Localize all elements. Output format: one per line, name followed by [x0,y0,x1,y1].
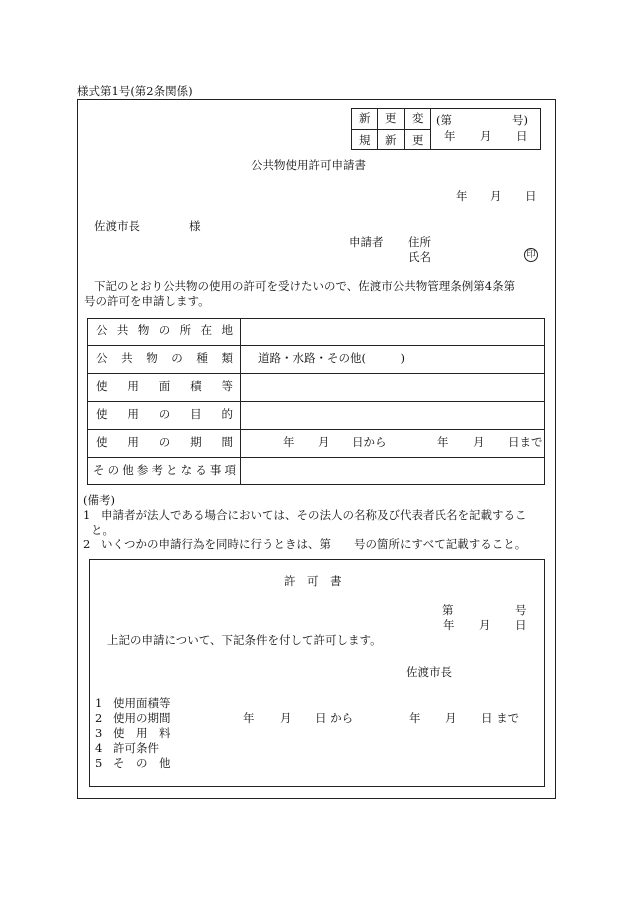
permit-period-start-month: 月 [280,711,292,725]
permit-item-number: 4 [95,741,103,755]
stamp-year: 年 [444,129,456,143]
seal-icon: 印 [524,248,538,262]
note-1-number: 1 [83,508,91,522]
table-row-label: 公共物の所在地 [96,323,233,337]
stamp-change-bottom: 新 [385,133,397,147]
permit-item-number: 5 [95,756,103,770]
permit-issuer: 佐渡市長 [406,665,452,679]
table-row-label: 使用面積等 [96,379,233,393]
period-end-day: 日まで [508,435,543,449]
permit-year: 年 [443,618,455,632]
table-row-label: 公共物の種類 [96,351,233,365]
stamp-new-bottom: 規 [359,133,371,147]
table-row-label: 使用の期間 [96,435,233,449]
period-start-year: 年 [283,435,295,449]
stamp-day: 日 [516,129,528,143]
stamp-new-top: 新 [359,111,371,125]
addressee-name: 佐渡市長 [94,219,140,233]
period-end-year: 年 [437,435,449,449]
note-2-text: いくつかの申請行為を同時に行うときは、第 号の箇所にすべて記載すること。 [101,537,527,551]
note-1-line-2: と。 [91,523,114,537]
intro-line-2: 号の許可を申請します。 [84,294,210,308]
permit-item-number: 2 [95,711,103,725]
note-2-number: 2 [83,537,91,551]
page-title: 公共物使用許可申請書 [251,158,366,172]
note-1-line-1: 申請者が法人である場合においては、その法人の名称及び代表者氏名を記載するこ [101,508,527,522]
permit-day: 日 [515,618,527,632]
permit-statement: 上記の申請について、下記条件を付して許可します。 [107,633,382,647]
form-label: 様式第1号(第2条関係) [77,84,193,98]
permit-item-label: 使用面積等 [113,696,171,710]
date-month: 月 [490,189,502,203]
permit-month: 月 [479,618,491,632]
permit-item-label: そ の 他 [113,756,171,770]
permit-item-label: 使 用 料 [113,726,171,740]
applicant-name-label: 氏名 [408,250,431,264]
stamp-alter-bottom: 更 [412,133,424,147]
permit-item-label: 使用の期間 [113,711,171,725]
permit-period-end-day: 日 まで [481,711,520,725]
stamp-month: 月 [480,129,492,143]
date-year: 年 [456,189,468,203]
applicant-address-label: 住所 [408,235,431,249]
permit-period-start-year: 年 [243,711,255,725]
table-row-label: その他参考となる事項 [93,463,236,477]
permit-period-start-day: 日 から [315,711,354,725]
intro-line-1: 下記のとおり公共物の使用の許可を受けたいので、佐渡市公共物管理条例第4条第 [94,279,516,293]
date-day: 日 [525,189,537,203]
stamp-alter-top: 変 [412,111,424,125]
permit-item-number: 1 [95,696,103,710]
stamp-number-close: 号) [512,113,528,127]
period-end-month: 月 [473,435,485,449]
permit-title: 許 可 書 [284,574,342,588]
stamp-number-open: (第 [436,113,452,127]
table-row-value: 道路・水路・その他( ) [258,351,405,365]
period-start-day: 日から [352,435,387,449]
permit-number-prefix: 第 [442,603,454,617]
period-start-month: 月 [318,435,330,449]
table-row-label: 使用の目的 [96,407,233,421]
permit-number-suffix: 号 [515,603,527,617]
notes-header: (備考) [83,493,115,507]
permit-item-number: 3 [95,726,103,740]
addressee-honorific: 様 [189,219,201,233]
permit-period-end-year: 年 [409,711,421,725]
permit-period-end-month: 月 [445,711,457,725]
permit-item-label: 許可条件 [113,741,159,755]
applicant-label: 申請者 [349,235,384,249]
stamp-change-top: 更 [385,111,397,125]
